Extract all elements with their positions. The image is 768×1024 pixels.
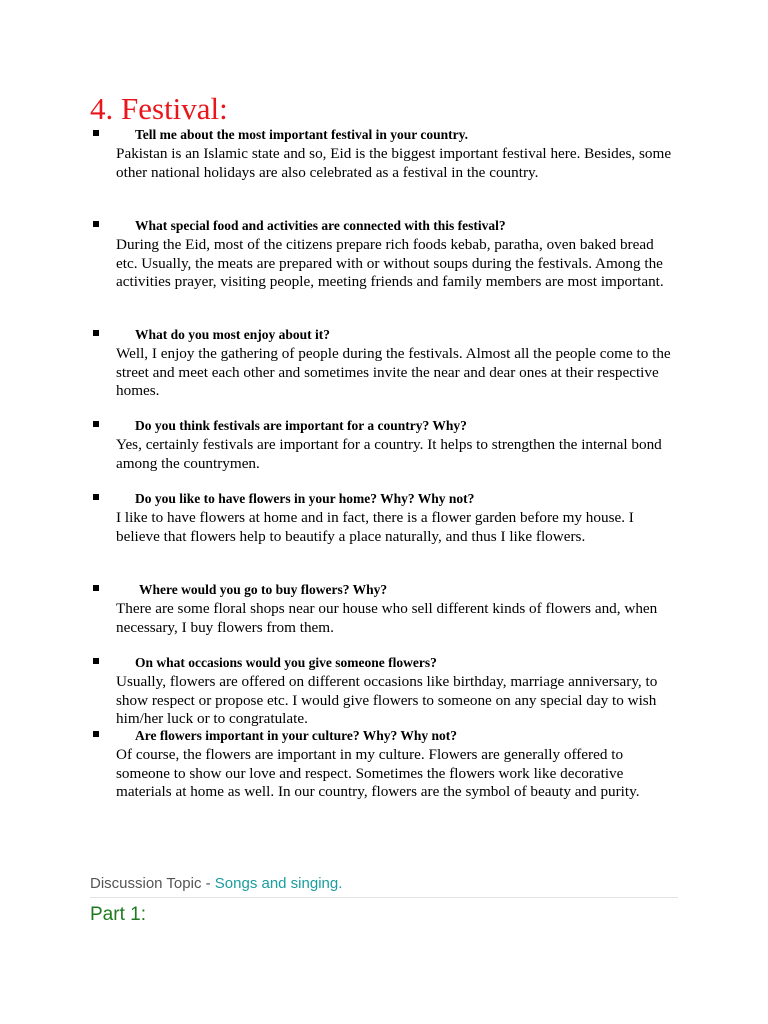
- qa-item: [93, 582, 683, 637]
- discussion-topic: [90, 875, 342, 893]
- square-bullet-icon: [93, 330, 99, 336]
- question-text: Do you think festivals are important for a country? Why?: [135, 418, 467, 433]
- divider: [90, 897, 678, 898]
- section-heading: 4. Festival:: [90, 91, 228, 126]
- qa-item: [93, 655, 683, 729]
- question-text: Do you like to have flowers in your home? Why? Why not?: [135, 491, 475, 506]
- qa-item: [93, 728, 683, 802]
- question-text: Are flowers important in your culture? Why? Why not?: [135, 728, 458, 743]
- qa-item: [93, 218, 683, 292]
- question-text: What do you most enjoy about it?: [135, 327, 331, 342]
- question-text: What special food and activities are connected with this festival?: [135, 218, 506, 233]
- square-bullet-icon: [93, 221, 99, 227]
- qa-item: [93, 127, 683, 182]
- question-text: Tell me about the most important festival in your country.: [135, 127, 468, 142]
- square-bullet-icon: [93, 494, 99, 500]
- answer-text: Well, I enjoy the gathering of people during the festivals. Almost all the people come to the street and meet each other and sometimes invite the near and dear ones at their respective homes.: [116, 345, 671, 399]
- question-text: Where would you go to buy flowers? Why?: [139, 582, 388, 597]
- answer-text: Of course, the flowers are important in my culture. Flowers are generally offered to someone to show our love and respect. Sometimes the flowers work like decorative materials at home as well. In our country, flowers are the symbol of beauty and purity.: [116, 746, 640, 800]
- qa-item: [93, 418, 683, 473]
- square-bullet-icon: [93, 731, 99, 737]
- discussion-topic-link[interactable]: Songs and singing.: [214, 875, 343, 892]
- square-bullet-icon: [93, 585, 99, 591]
- answer-text: During the Eid, most of the citizens prepare rich foods kebab, paratha, oven baked bread etc. Usually, the meats are prepared with or without soups during the festivals. Among the activities prayer, visiting people, meeting friends and family members are most important.: [116, 236, 664, 290]
- answer-text: Yes, certainly festivals are important for a country. It helps to strengthen the internal bond among the countrymen.: [116, 436, 662, 472]
- part-title: Part 1:: [90, 904, 146, 925]
- square-bullet-icon: [93, 658, 99, 664]
- answer-text: Pakistan is an Islamic state and so, Eid is the biggest important festival here. Besides, some other national holidays are also celebrated as a festival in the country.: [116, 145, 672, 181]
- answer-text: There are some floral shops near our house who sell different kinds of flowers and, when necessary, I buy flowers from them.: [116, 600, 658, 636]
- square-bullet-icon: [93, 421, 99, 427]
- square-bullet-icon: [93, 130, 99, 136]
- qa-item: [93, 491, 683, 546]
- discussion-topic-label: Discussion Topic -: [90, 875, 215, 892]
- qa-item: [93, 327, 683, 401]
- question-text: On what occasions would you give someone flowers?: [135, 655, 437, 670]
- answer-text: Usually, flowers are offered on different occasions like birthday, marriage anniversary, to show respect or propose etc. I would give flowers to someone on any special day to wish him/her luck or to congratulate.: [116, 673, 658, 727]
- answer-text: I like to have flowers at home and in fact, there is a flower garden before my house. I believe that flowers help to beautify a place naturally, and thus I like flowers.: [116, 509, 634, 545]
